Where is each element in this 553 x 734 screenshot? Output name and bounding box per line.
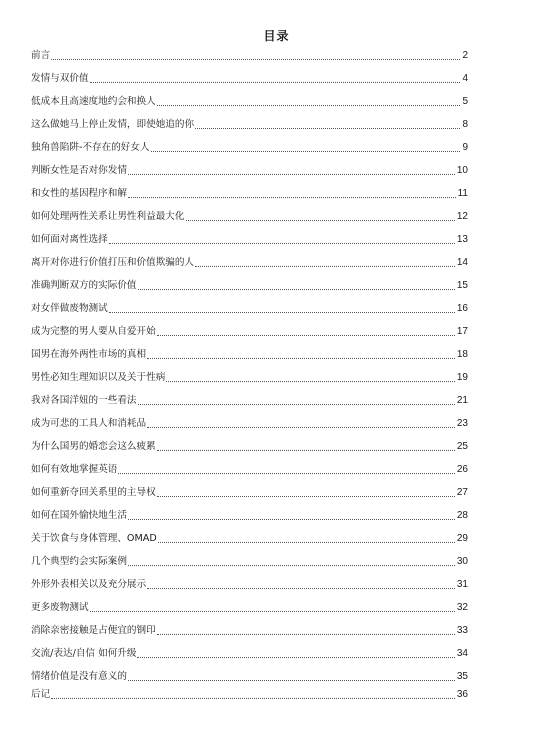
toc-entry[interactable]	[31, 113, 468, 136]
toc-leader-dots	[186, 220, 455, 221]
toc-leader-dots	[157, 450, 455, 451]
toc-entry-label: 对女伴做废物测试	[31, 303, 108, 314]
toc-entry-page: 30	[456, 556, 468, 567]
toc-leader-dots	[51, 698, 455, 699]
toc-leader-dots	[147, 427, 455, 428]
toc-entry[interactable]	[31, 412, 468, 435]
toc-entry-page: 4	[462, 73, 468, 84]
toc-entry[interactable]	[31, 182, 468, 205]
toc-leader-dots	[138, 404, 455, 405]
toc-entry-label: 外形外表相关以及充分展示	[31, 579, 147, 590]
toc-entry-page: 36	[456, 689, 468, 700]
toc-entry[interactable]	[31, 688, 468, 706]
toc-entry-label: 离开对你进行价值打压和价值欺骗的人	[31, 257, 195, 268]
toc-leader-dots	[157, 496, 455, 497]
toc-entry-page: 14	[456, 257, 468, 268]
toc-leader-dots	[128, 519, 455, 520]
toc-entry-label: 低成本且高速度地约会和换人	[31, 96, 156, 107]
toc-entry-page: 34	[456, 648, 468, 659]
toc-entry[interactable]	[31, 205, 468, 228]
toc-entry[interactable]	[31, 550, 468, 573]
toc-leader-dots	[157, 335, 455, 336]
toc-leader-dots	[128, 174, 455, 175]
toc-entry[interactable]	[31, 159, 468, 182]
toc-entry[interactable]	[31, 44, 468, 67]
toc-entry-label: 如何在国外愉快地生活	[31, 510, 127, 521]
toc-entry-page: 13	[456, 234, 468, 245]
toc-entry-label: 为什么国男的婚恋会这么疲累	[31, 441, 156, 452]
toc-leader-dots	[195, 266, 455, 267]
toc-entry-label: 如何重新夺回关系里的主导权	[31, 487, 156, 498]
toc-leader-dots	[118, 473, 455, 474]
toc-entry-label: 发情与双价值	[31, 73, 89, 84]
toc-entry[interactable]	[31, 458, 468, 481]
toc-entry-label: 和女性的基因程序和解	[31, 188, 127, 199]
toc-leader-dots	[137, 657, 454, 658]
toc-entry-label: 这么做她马上停止发情，即使她追的你	[31, 119, 195, 130]
toc-leader-dots	[90, 82, 461, 83]
toc-entry-page: 28	[456, 510, 468, 521]
toc-entry-page: 27	[456, 487, 468, 498]
toc-entry[interactable]	[31, 343, 468, 366]
toc-entry-label: 更多废物测试	[31, 602, 89, 613]
toc-entry-label: 我对各国洋妞的一些看法	[31, 395, 137, 406]
toc-entry[interactable]	[31, 573, 468, 596]
toc-leader-dots	[147, 588, 455, 589]
toc-entry-label: 独角兽陷阱-不存在的好女人	[31, 142, 150, 153]
toc-entry[interactable]	[31, 642, 468, 665]
toc-entry[interactable]	[31, 665, 468, 688]
toc-entry-label: 国男在海外两性市场的真相	[31, 349, 147, 360]
toc-leader-dots	[90, 611, 455, 612]
toc-entry[interactable]	[31, 527, 468, 550]
toc-leader-dots	[128, 565, 455, 566]
toc-entry[interactable]	[31, 389, 468, 412]
toc-entry[interactable]	[31, 619, 468, 642]
toc-entry[interactable]	[31, 251, 468, 274]
toc-leader-dots	[157, 105, 461, 106]
toc-entry-page: 9	[462, 142, 468, 153]
toc-entry-page: 18	[456, 349, 468, 360]
toc-entry-page: 12	[456, 211, 468, 222]
toc-entry-label: 几个典型约会实际案例	[31, 556, 127, 567]
toc-entry-page: 8	[462, 119, 468, 130]
toc-entry-label: 如何处理两性关系让男性利益最大化	[31, 211, 185, 222]
toc-entry-page: 19	[456, 372, 468, 383]
toc-leader-dots	[128, 197, 456, 198]
toc-entry-label: 男性必知生理知识以及关于性病	[31, 372, 166, 383]
toc-entry[interactable]	[31, 90, 468, 113]
toc-entry-page: 21	[456, 395, 468, 406]
toc-entry-page: 23	[456, 418, 468, 429]
toc-entry-page: 17	[456, 326, 468, 337]
toc-entry[interactable]	[31, 297, 468, 320]
toc-entry-page: 2	[462, 50, 468, 61]
toc-entry[interactable]	[31, 481, 468, 504]
toc-entry[interactable]	[31, 320, 468, 343]
toc-entry-label: 成为可悲的工具人和消耗品	[31, 418, 147, 429]
toc-entry-label: 后记	[31, 689, 51, 700]
toc-entry-label: 判断女性是否对你发情	[31, 165, 127, 176]
toc-entry-label: 交流/表达/自信 如何升级	[31, 648, 137, 659]
toc-entry-page: 33	[456, 625, 468, 636]
toc-leader-dots	[151, 151, 461, 152]
toc-entry[interactable]	[31, 504, 468, 527]
toc-entry[interactable]	[31, 435, 468, 458]
toc-leader-dots	[138, 289, 455, 290]
toc-entry-label: 情绪价值是没有意义的	[31, 671, 127, 682]
toc-leader-dots	[166, 381, 455, 382]
toc-entry[interactable]	[31, 596, 468, 619]
toc-leader-dots	[128, 680, 455, 681]
toc-entry-page: 31	[456, 579, 468, 590]
toc-entry-page: 32	[456, 602, 468, 613]
toc-entry[interactable]	[31, 274, 468, 297]
toc-entry[interactable]	[31, 228, 468, 251]
toc-entry-page: 29	[456, 533, 468, 544]
toc-entry[interactable]	[31, 136, 468, 159]
toc-entry-label: 如何面对离性选择	[31, 234, 108, 245]
toc-leader-dots	[147, 358, 455, 359]
toc-leader-dots	[51, 59, 460, 60]
toc-entry-page: 35	[456, 671, 468, 682]
toc-entry-label: 消除亲密接触是占便宜的钢印	[31, 625, 156, 636]
toc-list	[31, 44, 468, 706]
toc-entry-page: 15	[456, 280, 468, 291]
toc-title: 目录	[263, 29, 290, 43]
toc-entry-label: 成为完整的男人要从自爱开始	[31, 326, 156, 337]
toc-leader-dots	[109, 312, 455, 313]
toc-entry-page: 25	[456, 441, 468, 452]
toc-entry-label: 如何有效地掌握英语	[31, 464, 118, 475]
toc-entry-page: 5	[462, 96, 468, 107]
toc-leader-dots	[195, 128, 460, 129]
toc-entry-page: 11	[457, 188, 468, 199]
toc-entry-label: 关于饮食与身体管理、OMAD	[31, 533, 157, 544]
toc-entry-page: 10	[456, 165, 468, 176]
toc-entry-page: 16	[456, 303, 468, 314]
toc-leader-dots	[158, 542, 455, 543]
toc-leader-dots	[157, 634, 455, 635]
toc-entry[interactable]	[31, 366, 468, 389]
toc-entry-label: 准确判断双方的实际价值	[31, 280, 137, 291]
toc-entry-label: 前言	[31, 50, 51, 61]
toc-entry-page: 26	[456, 464, 468, 475]
toc-entry[interactable]	[31, 67, 468, 90]
toc-leader-dots	[109, 243, 455, 244]
